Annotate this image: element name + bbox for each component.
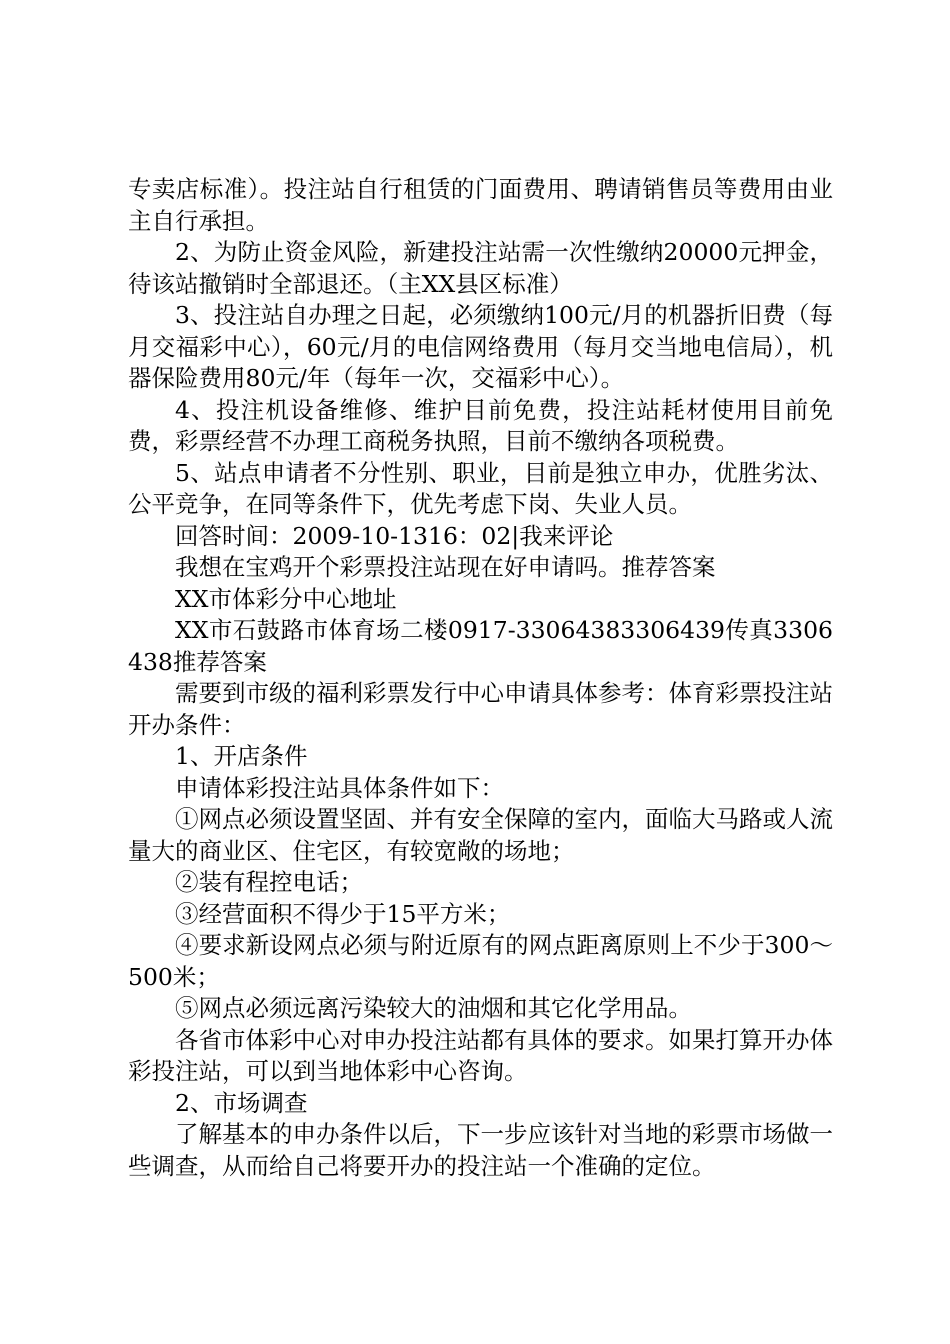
center-address: XX市石鼓路市体育场二楼0917-33064383306439传真3306438推荐答案 (128, 616, 833, 676)
paragraph-provincial-requirements: 各省市体彩中心对申办投注站都有具体的要求。如果打算开办体彩投注站，可以到当地体彩中心咨询。 (128, 1025, 833, 1085)
section-heading-store-conditions: 1、开店条件 (175, 742, 308, 770)
answer-timestamp: 回答时间：2009-10-1316：02|我来评论 (175, 521, 614, 550)
paragraph-market-survey: 了解基本的申办条件以后，下一步应该针对当地的彩票市场做一些调查，从而给自己将要开办的投注站一个准确的定位。 (128, 1120, 833, 1180)
condition-item-1: ①网点必须设置坚固、并有安全保障的室内，面临大马路或人流量大的商业区、住宅区，有较宽敞的场地； (128, 805, 833, 865)
paragraph-maintenance: 4、投注机设备维修、维护目前免费，投注站耗材使用目前免费，彩票经营不办理工商税务执照，目前不缴纳各项税费。 (128, 395, 833, 455)
document-body (128, 174, 833, 1182)
condition-item-5: ⑤网点必须远离污染较大的油烟和其它化学用品。 (175, 994, 692, 1022)
center-address-heading: XX市体彩分中心地址 (175, 584, 397, 613)
paragraph-apply-reference: 需要到市级的福利彩票发行中心申请具体参考：体育彩票投注站开办条件： (128, 679, 833, 739)
paragraph-applicant: 5、站点申请者不分性别、职业，目前是独立申办，优胜劣汰、公平竞争，在同等条件下，优先考虑下岗、失业人员。 (128, 458, 833, 518)
section-heading-market-survey: 2、市场调查 (175, 1088, 308, 1117)
paragraph-conditions-intro: 申请体彩投注站具体条件如下： (175, 773, 504, 802)
condition-item-2: ②装有程控电话； (175, 868, 363, 896)
question-text: 我想在宝鸡开个彩票投注站现在好申请吗。推荐答案 (175, 553, 716, 581)
paragraph-deposit: 2、为防止资金风险，新建投注站需一次性缴纳20000元押金，待该站撤销时全部退还。（主XX县区标准） (128, 238, 833, 298)
condition-item-4: ④要求新设网点必须与附近原有的网点距离原则上不少于300～500米； (128, 931, 833, 991)
paragraph-monthly-fees: 3、投注站自办理之日起，必须缴纳100元/月的机器折旧费（每月交福彩中心），60元/月的电信网络费用（每月交当地电信局），机器保险费用80元/年（每年一次，交福彩中心）。 (128, 301, 833, 392)
paragraph-fee-responsibility: 专卖店标准）。投注站自行租赁的门面费用、聘请销售员等费用由业主自行承担。 (128, 175, 833, 235)
condition-item-3: ③经营面积不得少于15平方米； (175, 899, 511, 928)
